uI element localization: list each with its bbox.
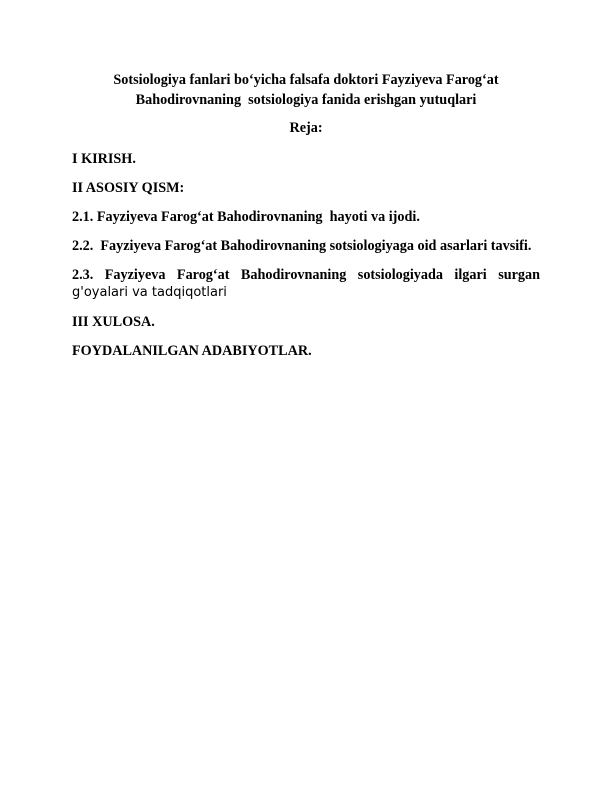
outline-item-conclusion: III XULOSA. bbox=[72, 314, 155, 330]
document-title bbox=[72, 70, 540, 110]
outline-item-main-part: II ASOSIY QISM: bbox=[72, 180, 185, 196]
outline-item-introduction: I KIRISH. bbox=[72, 151, 136, 167]
outline-item-references: FOYDALANILGAN ADABIYOTLAR. bbox=[72, 343, 312, 359]
plan-heading: Reja: bbox=[289, 120, 323, 136]
title-line-2: Bahodirovnaning sotsiologiya fanida erishgan yutuqlari bbox=[135, 92, 477, 108]
outline-item-2-3 bbox=[72, 266, 540, 302]
outline-item-2-1: 2.1. Fayziyeva Farog‘at Bahodirovnaning hayoti va ijodi. bbox=[72, 209, 420, 225]
outline-item-2-3-line-2: g'oyalari va tadqiqotlari bbox=[72, 285, 227, 300]
outline-item-2-2: 2.2. Fayziyeva Farog‘at Bahodirovnaning sotsiologiyaga oid asarlari tavsifi. bbox=[72, 238, 532, 254]
plan-outline bbox=[72, 150, 540, 371]
title-line-1: Sotsiologiya fanlari bo‘yicha falsafa doktori Fayziyeva Farog‘at bbox=[113, 72, 499, 88]
outline-item-2-3-line-1: 2.3. Fayziyeva Farog‘at Bahodirovnaning sotsiologiyada ilgari surgan bbox=[72, 267, 540, 283]
